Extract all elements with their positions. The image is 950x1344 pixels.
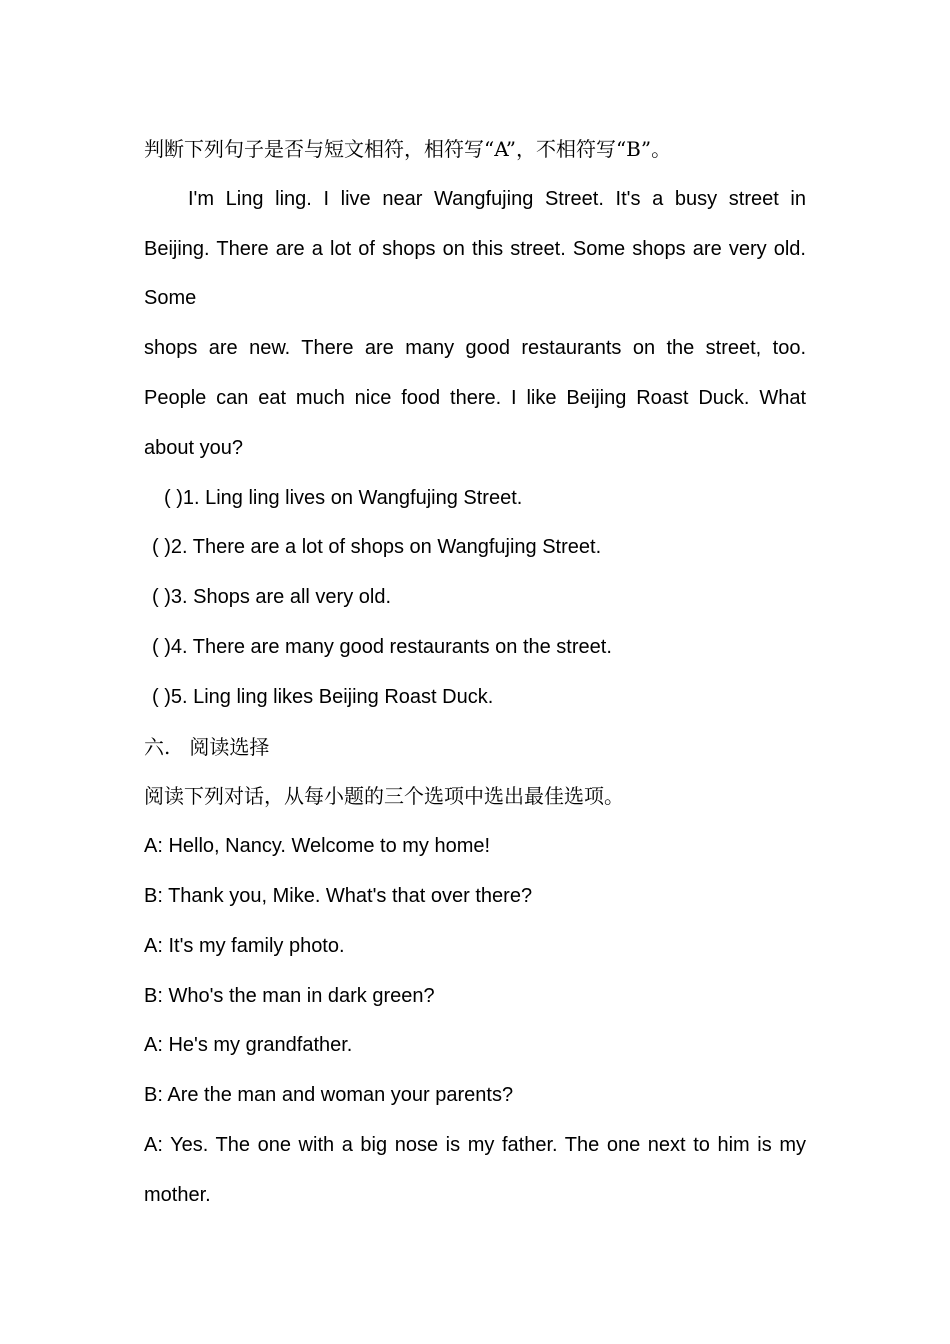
question-item-3: ( )3. Shops are all very old. [152,586,391,609]
question-item-2: ( )2. There are a lot of shops on Wangfujing Street. [152,536,602,559]
question-item-1: ( )1. Ling ling lives on Wangfujing Street. [164,486,523,509]
dialogue-line: mother. [144,1183,211,1206]
section-six-heading: 六. 阅读选择 [144,734,270,759]
dialogue-line: B: Thank you, Mike. What's that over there? [144,884,533,907]
passage-line: shops are new. There are many good restaurants on the street, too. [144,337,806,360]
passage-line: People can eat much nice food there. I like Beijing Roast Duck. What [144,386,806,409]
section-six-instruction: 阅读下列对话，从每小题的三个选项中选出最佳选项。 [144,784,624,809]
dialogue-line: A: Hello, Nancy. Welcome to my home! [144,835,491,858]
question-item-4: ( )4. There are many good restaurants on the street. [152,635,612,658]
dialogue-line: A: It's my family photo. [144,934,345,957]
question-item-5: ( )5. Ling ling likes Beijing Roast Duck. [152,685,494,708]
passage-line: I'm Ling ling. I live near Wangfujing Street. It's a busy street in [188,187,806,210]
dialogue-line: B: Who's the man in dark green? [144,984,435,1007]
dialogue-line: A: He's my grandfather. [144,1034,353,1057]
passage-line: about you? [144,436,243,459]
dialogue-line: A: Yes. The one with a big nose is my father. The one next to him is my [144,1133,806,1156]
dialogue-line: B: Are the man and woman your parents? [144,1084,514,1107]
reading-instruction: 判断下列句子是否与短文相符，相符写“A”，不相符写“B”。 [144,137,672,161]
passage-line: Some [144,287,197,310]
document-page [144,125,806,1221]
passage-line: Beijing. There are a lot of shops on this street. Some shops are very old. [144,237,806,260]
